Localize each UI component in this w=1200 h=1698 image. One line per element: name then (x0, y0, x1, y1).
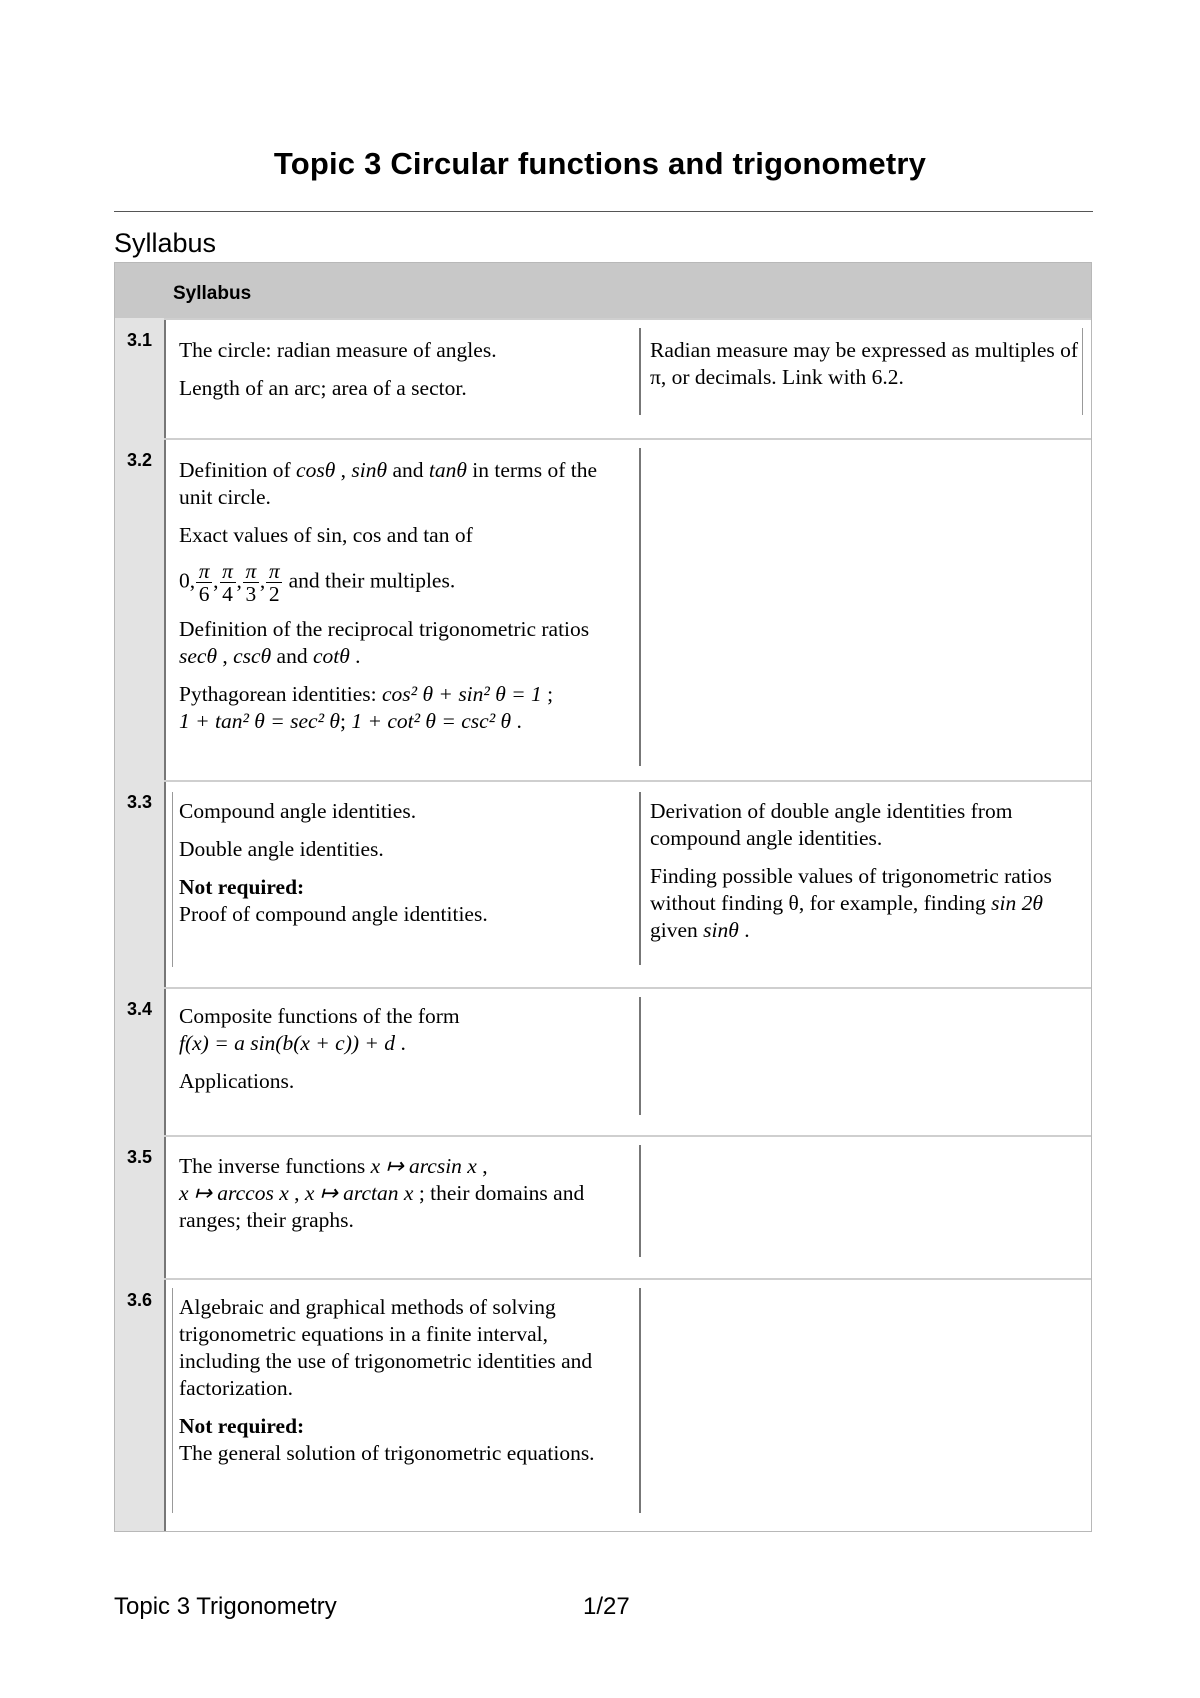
topic-text: Compound angle identities. (179, 799, 417, 823)
text-span: Definition of the reciprocal trigonometric ratios (179, 617, 590, 641)
text-span: The inverse functions (179, 1154, 371, 1178)
math-tan-identity: 1 + tan² θ = sec² θ (179, 709, 340, 733)
column-divider (639, 1145, 641, 1257)
topic-text (179, 1003, 629, 1057)
row-number: 3.2 (127, 450, 153, 470)
not-required-text: Proof of compound angle identities. (179, 902, 488, 926)
table-row-3-2 (127, 438, 1091, 782)
notes-cell (650, 337, 1090, 402)
topic-text: Applications. (179, 1069, 295, 1093)
math-arcsin: x ↦ arcsin x (370, 1154, 477, 1178)
denominator: 3 (245, 582, 257, 606)
notes-text: Radian measure may be expressed as multiples of π, or decimals. Link with 6.2. (650, 338, 1079, 389)
title-divider (114, 211, 1093, 212)
text-span: Pythagorean identities: (179, 682, 383, 706)
notes-text: Derivation of double angle identities from compound angle identities. (650, 799, 1013, 850)
text-span: . (738, 918, 750, 942)
numerator: π (222, 559, 233, 583)
numerator: π (268, 559, 280, 583)
math-composite-function: f(x) = a sin(b(x + c)) + d (179, 1031, 396, 1055)
text-span: ; their domains and ranges; their graphs. (179, 1181, 585, 1232)
page-title: Topic 3 Circular functions and trigonometry (273, 146, 927, 181)
notes-text (650, 863, 1090, 944)
topic-cell (179, 798, 629, 928)
fraction-pi-over-3 (243, 560, 259, 605)
notes-cell (650, 798, 1090, 955)
math-cot-theta: cotθ (312, 644, 350, 668)
column-divider (639, 997, 641, 1115)
cell-border (172, 792, 173, 967)
math-pythagorean-identity: cos² θ + sin² θ = 1 (382, 682, 542, 706)
math-arccos: x ↦ arccos x (179, 1181, 289, 1205)
numerator: π (198, 559, 210, 583)
text-span: and their multiples. (283, 568, 456, 593)
not-required-text: The general solution of trigonometric equations. (179, 1441, 595, 1465)
fraction-pi-over-2 (266, 560, 282, 605)
row-number: 3.1 (127, 330, 153, 350)
topic-text: 0, $\frac{\pi}{6}$ , $\frac{\pi}{4}$ , $\frac{\pi}{3}$ , $\frac{\pi}{2}$ and their multiples. (179, 559, 456, 606)
text-span: and (387, 458, 429, 482)
not-required-block (179, 1413, 629, 1467)
topic-text: Exact values of sin, cos and tan of (179, 523, 473, 547)
topic-cell (179, 1294, 629, 1478)
topic-text: The circle: radian measure of angles. (179, 338, 497, 362)
text-span: in terms of the unit circle. (179, 458, 598, 509)
text-span: given (650, 918, 704, 942)
text-span: . (395, 1031, 406, 1055)
footer-topic: Topic 3 Trigonometry (114, 1593, 337, 1620)
denominator: 2 (268, 582, 280, 606)
text-span: . (349, 644, 361, 668)
column-divider (639, 1288, 641, 1513)
row-number: 3.3 (127, 792, 153, 812)
table-header-label: Syllabus (173, 283, 252, 304)
math-sec-theta: secθ (179, 644, 218, 668)
section-heading: Syllabus (114, 228, 217, 258)
denominator: 6 (198, 582, 210, 606)
topic-cell (179, 1003, 629, 1106)
footer-page-number: 1/27 (583, 1593, 630, 1620)
row-number: 3.6 (127, 1290, 153, 1310)
topic-text: Length of an arc; area of a sector. (179, 376, 467, 400)
not-required-label: Not required: (179, 1414, 305, 1438)
table-row-3-5 (127, 1135, 1091, 1280)
math-tan-theta: tanθ (428, 458, 467, 482)
topic-cell (179, 457, 629, 746)
column-divider (639, 448, 641, 766)
math-sin-theta: sinθ (351, 458, 388, 482)
cell-border (172, 1288, 173, 1513)
table-row-3-4 (127, 987, 1091, 1137)
column-divider (639, 792, 641, 965)
text-span: ; (541, 682, 554, 706)
math-csc-theta: cscθ (233, 644, 272, 668)
denominator: 4 (222, 582, 233, 606)
numerator: π (245, 559, 257, 583)
row-number: 3.4 (127, 999, 153, 1019)
column-divider (639, 328, 641, 415)
topic-text: The inverse functions x ↦ arcsin x , x ↦ arccos x , x ↦ arctan x ; their domains and ranges; their graphs. (179, 1154, 585, 1232)
topic-text: Pythagorean identities: cos² θ + sin² θ = 1 ; 1 + tan² θ = sec² θ; 1 + cot² θ = csc² θ . (179, 682, 554, 733)
math-cos-theta: cosθ (296, 458, 336, 482)
text-span: Composite functions of the form (179, 1004, 460, 1028)
table-header (115, 263, 1091, 318)
math-sin-theta: sinθ (703, 918, 739, 942)
text-span: Definition of (179, 458, 297, 482)
syllabus-table (114, 262, 1092, 1532)
topic-text: Definition of the reciprocal trigonometric ratios secθ , cscθ and cotθ . (179, 617, 590, 668)
table-row-3-1 (127, 318, 1091, 440)
fraction-pi-over-4 (220, 560, 236, 605)
not-required-label: Not required: (179, 875, 305, 899)
row-number: 3.5 (127, 1147, 153, 1167)
number-column (115, 318, 166, 1531)
table-row-3-6 (127, 1278, 1091, 1533)
text-span: . (511, 709, 522, 733)
topic-text (179, 457, 629, 511)
text-span: , (335, 458, 352, 482)
topic-text: Algebraic and graphical methods of solving trigonometric equations in a finite interval, including the use of trigonometric identities and factorization. (179, 1295, 593, 1400)
topic-text: Double angle identities. (179, 837, 384, 861)
table-row-3-3 (127, 780, 1091, 989)
math-sin-2theta: sin 2θ (991, 891, 1043, 915)
topic-cell (179, 1153, 629, 1245)
math-arctan: x ↦ arctan x (304, 1181, 414, 1205)
text-span: 0, (179, 568, 196, 593)
math-cot-identity: 1 + cot² θ = csc² θ (351, 709, 512, 733)
not-required-block (179, 874, 629, 928)
text-span: Finding possible values of trigonometric ratios without finding θ, for example, finding (650, 864, 1052, 915)
fraction-pi-over-6 (196, 560, 212, 605)
topic-cell (179, 337, 629, 413)
